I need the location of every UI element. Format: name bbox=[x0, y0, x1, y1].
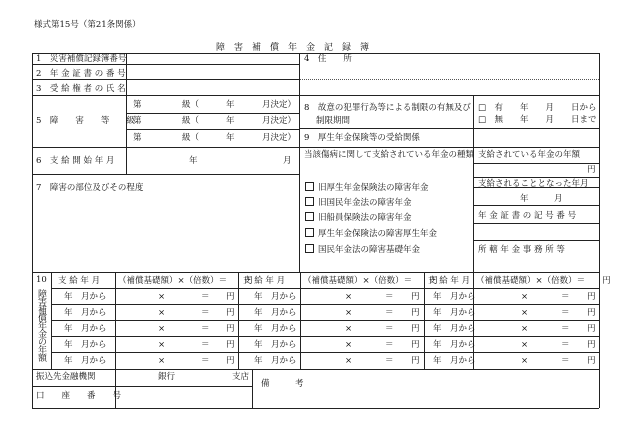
col-month-header: 支 給 年 月 bbox=[428, 276, 471, 286]
bank-name-suffix: 銀行 bbox=[158, 372, 176, 382]
recipient-name-label: 3 受 給 権 者 の 氏 名 bbox=[36, 84, 126, 94]
pension-office-label: 所 轄 年 金 事 務 所 等 bbox=[478, 245, 565, 255]
disability-grade-label: 5 障 害 等 級 bbox=[36, 116, 135, 126]
restriction-no-option[interactable]: □ 無 年 月 日まで bbox=[478, 115, 597, 125]
became-payable-value: 年 月 bbox=[520, 194, 563, 204]
address-label: 4 住 所 bbox=[304, 54, 352, 64]
certificate-number-label: 2 年 金 証 書 の 番 号 bbox=[36, 69, 126, 79]
certificate-code-label: 年 金 証 書 の 記 号 番 号 bbox=[478, 211, 577, 221]
restriction-label: 8 故意の犯罪行為等による制限の有無及び bbox=[304, 103, 471, 113]
col-month-header: 支 給 年 月 bbox=[243, 276, 286, 286]
checkbox-icon[interactable] bbox=[305, 228, 314, 237]
account-number-label: 口 座 番 号 bbox=[36, 391, 122, 401]
disability-site-label: 7 障害の部位及びその程度 bbox=[36, 183, 144, 193]
pension-type-item[interactable]: 旧国民年金法の障害年金 bbox=[305, 197, 412, 208]
col-formula-header: （補償基礎額）×（倍数）＝ 円 bbox=[303, 276, 438, 286]
col-formula-header: （補償基礎額）×（倍数）＝ 円 bbox=[476, 276, 611, 286]
annual-amount-number: 10 bbox=[36, 275, 47, 285]
checkbox-icon[interactable] bbox=[305, 182, 314, 191]
restriction-yes-option[interactable]: □ 有 年 月 日から bbox=[478, 103, 597, 113]
payment-start-label: 6 支 給 開 始 年 月 bbox=[36, 156, 115, 166]
annual-amount-label: 障害補償年金の年額 bbox=[36, 289, 46, 361]
pension-type-item[interactable]: 旧船員保険法の障害年金 bbox=[305, 212, 412, 223]
bank-label: 振込先金融機関 bbox=[36, 372, 96, 382]
checkbox-icon[interactable] bbox=[305, 197, 314, 206]
remarks-label: 備 考 bbox=[261, 379, 304, 389]
checkbox-icon[interactable] bbox=[305, 212, 314, 221]
col-month-header: 支 給 年 月 bbox=[58, 276, 101, 286]
branch-name-suffix: 支店 bbox=[232, 372, 250, 382]
pension-type-header: 当該傷病に関して支給されている年金の種類 bbox=[304, 150, 475, 160]
page-title: 障 害 補 償 年 金 記 録 簿 bbox=[216, 43, 370, 53]
payment-start-year: 年 bbox=[189, 156, 198, 166]
pension-amount-header: 支給されている年金の年額 bbox=[478, 150, 581, 160]
payment-start-month: 月 bbox=[283, 156, 292, 166]
record-book-number-label: 1 災害補償記録簿番号 bbox=[36, 54, 127, 64]
pension-type-item[interactable]: 国民年金法の障害基礎年金 bbox=[305, 244, 420, 255]
pension-type-item[interactable]: 旧厚生年金保険法の障害年金 bbox=[305, 182, 429, 193]
pension-type-item[interactable]: 厚生年金保険法の障害厚生年金 bbox=[305, 228, 437, 239]
checkbox-icon[interactable] bbox=[305, 244, 314, 253]
pension-relation-label: 9 厚生年金保険等の受給関係 bbox=[304, 133, 420, 143]
form-number-label: 様式第15号（第21条関係） bbox=[34, 20, 141, 30]
became-payable-label: 支給されることとなった年月 bbox=[478, 179, 589, 189]
col-formula-header: （補償基礎額）×（倍数）＝ 円 bbox=[118, 276, 253, 286]
pension-amount-yen: 円 bbox=[587, 165, 596, 175]
restriction-period-label: 制限期間 bbox=[316, 116, 351, 126]
